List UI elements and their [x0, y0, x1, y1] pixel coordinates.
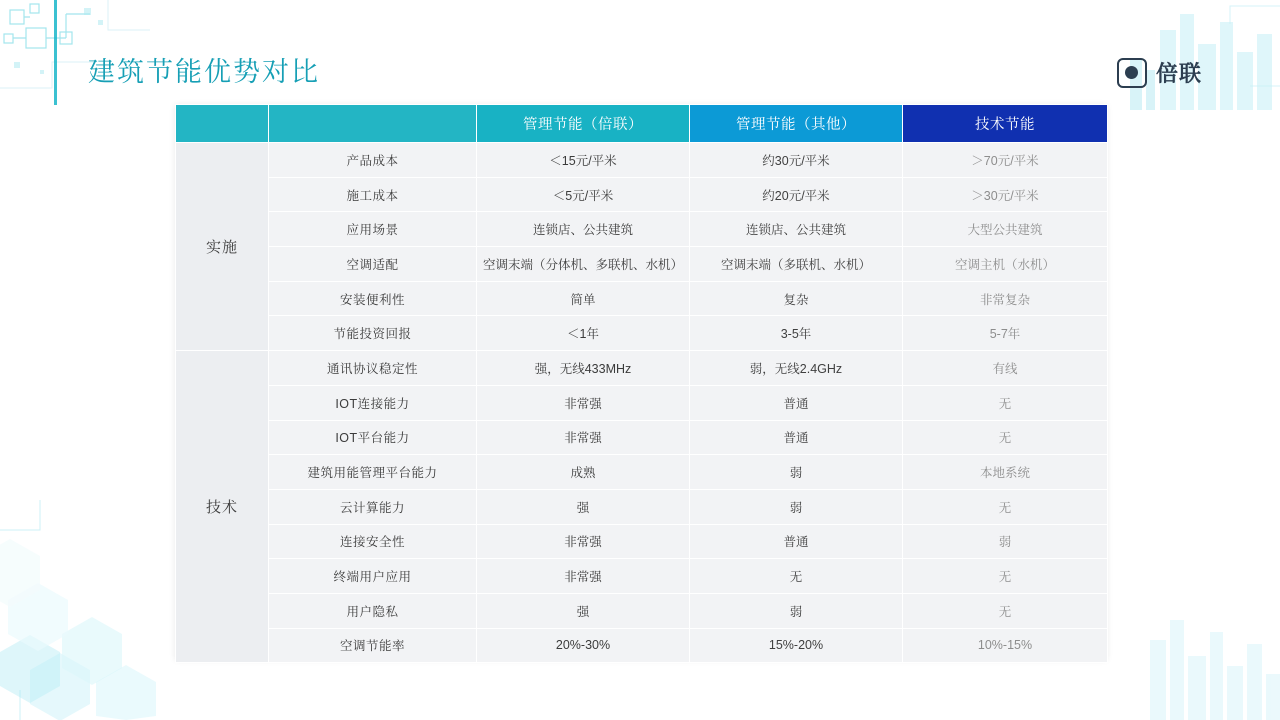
value-cell-col3: 5-7年: [903, 316, 1108, 351]
row-label-cell: 云计算能力: [269, 489, 477, 524]
row-label-cell: 建筑用能管理平台能力: [269, 455, 477, 490]
table-row: [176, 489, 1108, 524]
brand-logo: [1117, 57, 1202, 88]
row-label-cell: 连接安全性: [269, 524, 477, 559]
value-cell-col2: 弱: [690, 593, 903, 628]
row-label-cell: 空调适配: [269, 247, 477, 282]
value-cell-col3: 无: [903, 420, 1108, 455]
row-label-cell: 产品成本: [269, 143, 477, 178]
value-cell-col1: 非常强: [477, 385, 690, 420]
brand-name: 倍联: [1155, 61, 1202, 86]
table-row: [176, 212, 1108, 247]
table-body: [176, 143, 1108, 663]
value-cell-col1: ＜15元/平米: [477, 143, 690, 178]
value-cell-col1: 简单: [477, 281, 690, 316]
value-cell-col3: 弱: [903, 524, 1108, 559]
value-cell-col2: 普通: [690, 524, 903, 559]
header-cell-item: [269, 105, 477, 143]
value-cell-col1: ＜1年: [477, 316, 690, 351]
value-cell-col3: 10%-15%: [903, 628, 1108, 663]
table-row: [176, 559, 1108, 594]
header-cell-group: [176, 105, 269, 143]
value-cell-col2: 普通: [690, 385, 903, 420]
table-header: [176, 105, 1108, 143]
value-cell-col2: 弱: [690, 489, 903, 524]
value-cell-col3: 本地系统: [903, 455, 1108, 490]
value-cell-col2: 3-5年: [690, 316, 903, 351]
value-cell-col2: 普通: [690, 420, 903, 455]
value-cell-col1: 连锁店、公共建筑: [477, 212, 690, 247]
table-row: [176, 177, 1108, 212]
value-cell-col1: 20%-30%: [477, 628, 690, 663]
value-cell-col2: 复杂: [690, 281, 903, 316]
table-row: [176, 628, 1108, 663]
value-cell-col3: 大型公共建筑: [903, 212, 1108, 247]
value-cell-col3: ＞30元/平米: [903, 177, 1108, 212]
row-label-cell: 空调节能率: [269, 628, 477, 663]
value-cell-col2: 弱: [690, 455, 903, 490]
header-cell-col2: 管理节能（其他）: [690, 105, 903, 143]
decorative-city-top-right: [980, 0, 1280, 110]
value-cell-col1: 强: [477, 593, 690, 628]
table-row: [176, 385, 1108, 420]
value-cell-col3: 无: [903, 489, 1108, 524]
table-row: [176, 351, 1108, 386]
value-cell-col1: 空调末端（分体机、多联机、水机）: [477, 247, 690, 282]
table-row: [176, 316, 1108, 351]
table-row: [176, 524, 1108, 559]
comparison-table: [175, 104, 1108, 663]
value-cell-col1: 非常强: [477, 524, 690, 559]
comparison-table-wrapper: [175, 104, 1107, 663]
row-label-cell: 安装便利性: [269, 281, 477, 316]
table-row: [176, 420, 1108, 455]
row-label-cell: 节能投资回报: [269, 316, 477, 351]
logo-dot-icon: [1125, 66, 1138, 79]
table-header-row: [176, 105, 1108, 143]
logo-mark-icon: [1117, 58, 1147, 88]
table-row: [176, 593, 1108, 628]
value-cell-col2: 约30元/平米: [690, 143, 903, 178]
table-row: [176, 247, 1108, 282]
value-cell-col2: 无: [690, 559, 903, 594]
group-label-cell: 技术: [176, 351, 269, 663]
group-label-cell: 实施: [176, 143, 269, 351]
value-cell-col1: 强，无线433MHz: [477, 351, 690, 386]
value-cell-col2: 空调末端（多联机、水机）: [690, 247, 903, 282]
row-label-cell: 应用场景: [269, 212, 477, 247]
title-accent-bar: [54, 0, 57, 105]
row-label-cell: IOT连接能力: [269, 385, 477, 420]
row-label-cell: IOT平台能力: [269, 420, 477, 455]
header-cell-col3: 技术节能: [903, 105, 1108, 143]
row-label-cell: 通讯协议稳定性: [269, 351, 477, 386]
table-row: [176, 455, 1108, 490]
row-label-cell: 终端用户应用: [269, 559, 477, 594]
value-cell-col3: 非常复杂: [903, 281, 1108, 316]
value-cell-col1: ＜5元/平米: [477, 177, 690, 212]
value-cell-col3: ＞70元/平米: [903, 143, 1108, 178]
row-label-cell: 施工成本: [269, 177, 477, 212]
table-row: [176, 143, 1108, 178]
value-cell-col3: 无: [903, 593, 1108, 628]
value-cell-col2: 连锁店、公共建筑: [690, 212, 903, 247]
header-cell-col1: 管理节能（倍联）: [477, 105, 690, 143]
value-cell-col3: 有线: [903, 351, 1108, 386]
value-cell-col2: 15%-20%: [690, 628, 903, 663]
value-cell-col1: 非常强: [477, 559, 690, 594]
table-row: [176, 281, 1108, 316]
value-cell-col2: 约20元/平米: [690, 177, 903, 212]
value-cell-col1: 非常强: [477, 420, 690, 455]
value-cell-col3: 空调主机（水机）: [903, 247, 1108, 282]
value-cell-col2: 弱，无线2.4GHz: [690, 351, 903, 386]
row-label-cell: 用户隐私: [269, 593, 477, 628]
page-title: 建筑节能优势对比: [88, 57, 320, 87]
value-cell-col3: 无: [903, 385, 1108, 420]
value-cell-col1: 强: [477, 489, 690, 524]
value-cell-col3: 无: [903, 559, 1108, 594]
value-cell-col1: 成熟: [477, 455, 690, 490]
